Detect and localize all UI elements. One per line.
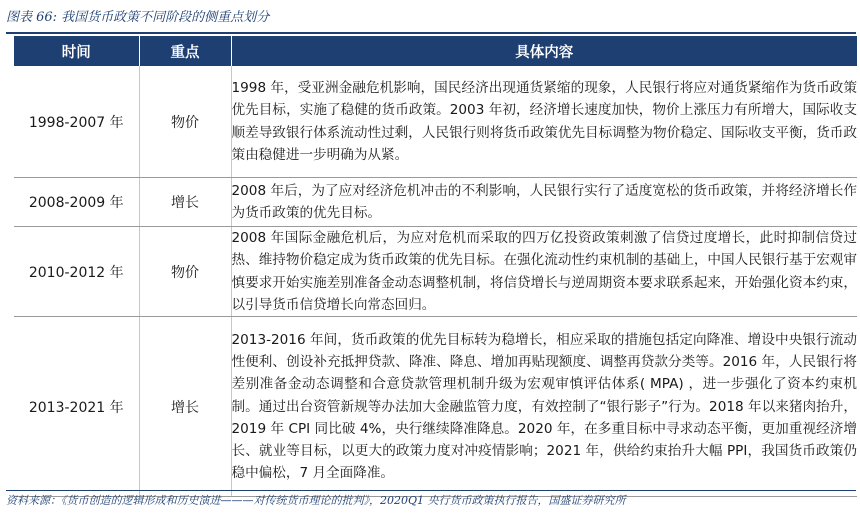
row-focus: 物价 — [139, 227, 231, 317]
row-focus: 增长 — [139, 178, 231, 227]
figure-caption: 图表 66: 我国货币政策不同阶段的侧重点划分 — [6, 4, 856, 34]
policy-stage-table — [14, 36, 857, 497]
row-time: 2010-2012 年 — [14, 227, 139, 317]
source-note: 资料来源：《货币创造的逻辑形成和历史演进———对传统货币理论的批判》，2020Q1 央行货币政策执行报告，国盛证券研究所 — [6, 490, 856, 513]
header-content: 具体内容 — [231, 36, 857, 66]
row-content: 2008 年后，为了应对经济危机冲击的不利影响，人民银行实行了适度宽松的货币政策，并将经济增长作为货币政策的优先目标。 — [231, 178, 857, 227]
row-time: 2013-2021 年 — [14, 317, 139, 497]
header-time: 时间 — [14, 36, 139, 66]
row-content: 2008 年国际金融危机后，为应对危机而采取的四万亿投资政策刺激了信贷过度增长，此时抑制信贷过热、维持物价稳定成为货币政策的优先目标。在强化流动性约束机制的基础上，中国人民银行基于宏观审慎要求开始实施差别准备金动态调整机制，将信贷增长与逆周期资本要求联系起来，开始强化资本约束，以引导货币信贷增长向常态回归。 — [231, 227, 857, 317]
row-time: 2008-2009 年 — [14, 178, 139, 227]
row-content: 1998 年，受亚洲金融危机影响，国民经济出现通货紧缩的现象，人民银行将应对通货紧缩作为货币政策优先目标，实施了稳健的货币政策。2003 年初，经济增长速度加快，物价上涨压力有所增大，国际收支顺差导致银行体系流动性过剩，人民银行则将货币政策优先目标调整为物价稳定、国际收支平衡，货币政策由稳健进一步明确为从紧。 — [231, 66, 857, 178]
table-header-row — [14, 36, 857, 66]
row-focus: 增长 — [139, 317, 231, 497]
row-focus: 物价 — [139, 66, 231, 178]
table-row — [14, 227, 857, 317]
row-time: 1998-2007 年 — [14, 66, 139, 178]
table-row — [14, 317, 857, 497]
table-row — [14, 66, 857, 178]
table-row — [14, 178, 857, 227]
row-content: 2013-2016 年间，货币政策的优先目标转为稳增长，相应采取的措施包括定向降准、增设中央银行流动性便利、创设补充抵押贷款、降准、降息、增加再贴现额度、调整再贷款分类等。2016 年，人民银行将差别准备金动态调整和合意贷款管理机制升级为宏观审慎评估体系( MPA) ，进一步强化了资本约束机制。通过出台资管新规等办法加大金融监管力度，有效控制了“银行影子”行为。2018 年以来猪肉抬升，2019 年 CPI 同比破 4%，央行继续降准降息。2020 年，在多重目标中寻求动态平衡，更加重视经济增长、就业等目标，以更大的政策力度对冲疫情影响；2021 年，供给约束抬升大幅 PPI，我国货币政策仍稳中偏松，7 月全面降准。 — [231, 317, 857, 497]
header-focus: 重点 — [139, 36, 231, 66]
